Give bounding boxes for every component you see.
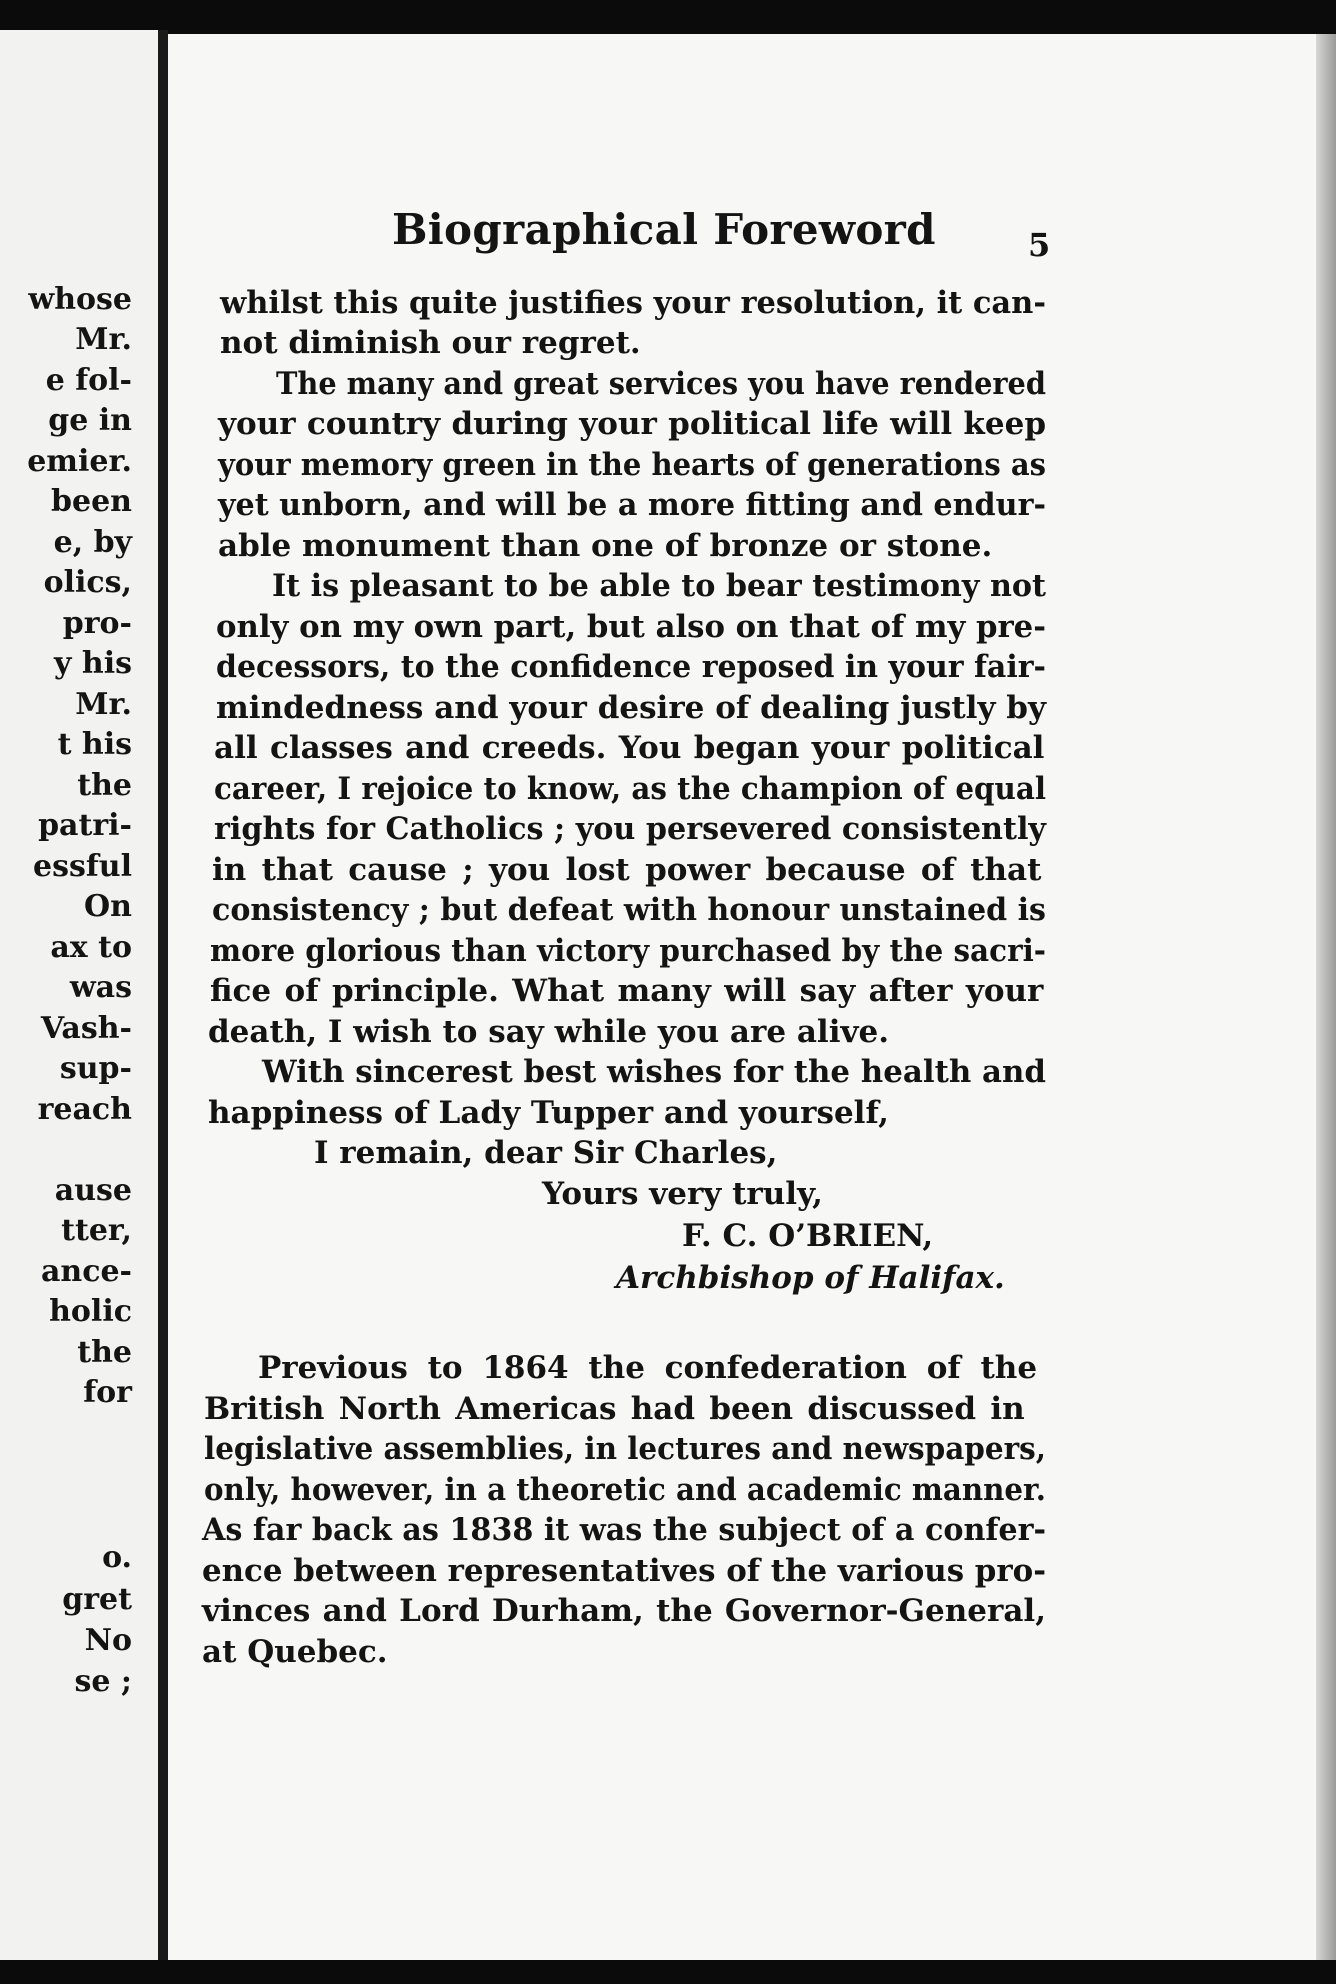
running-head: Biographical Foreword: [392, 205, 936, 254]
facing-line: o.: [102, 1540, 132, 1575]
facing-line: tter,: [61, 1213, 132, 1248]
facing-line: pro-: [62, 606, 132, 641]
facing-line: e, by: [53, 525, 132, 560]
facing-line: ax to: [50, 930, 132, 965]
facing-line: Mr.: [75, 322, 132, 357]
facing-line: y his: [54, 646, 132, 681]
letter-line: yet unborn, and will be a more fitting and endur-: [218, 487, 1046, 523]
facing-line: ance-: [40, 1254, 132, 1289]
letter-line: career, I rejoice to know, as the champion of equal: [214, 771, 1046, 807]
facing-line: No: [84, 1623, 132, 1658]
letter-line: death, I wish to say while you are alive.: [208, 1014, 890, 1050]
narrative-line: legislative assemblies, in lectures and newspapers,: [204, 1431, 1046, 1467]
book-gutter: [158, 30, 168, 1962]
letter-line: able monument than one of bronze or stone.: [218, 528, 993, 564]
facing-line: for: [83, 1375, 132, 1410]
narrative-line: As far back as 1838 it was the subject of a confer-: [202, 1512, 1046, 1548]
facing-line: the: [77, 768, 132, 803]
letter-line: The many and great services you have rendered: [276, 366, 1046, 402]
facing-line: emier.: [27, 444, 132, 479]
page-number: 5: [1028, 226, 1051, 264]
letter-line: happiness of Lady Tupper and yourself,: [208, 1095, 889, 1131]
facing-line: reach: [37, 1092, 132, 1127]
facing-line: Mr.: [75, 687, 132, 722]
facing-line: holic: [49, 1294, 132, 1329]
facing-line: Vash-: [40, 1011, 132, 1046]
letter-line: consistency ; but defeat with honour unstained is: [212, 892, 1046, 928]
letter-valediction: Yours very truly,: [542, 1176, 823, 1212]
facing-line: ge in: [48, 403, 132, 438]
facing-line: se ;: [74, 1664, 132, 1699]
scan-bottom-border: [0, 1960, 1336, 1984]
facing-line: essful: [33, 849, 132, 884]
facing-line: patri-: [38, 808, 132, 843]
facing-line: ause: [54, 1173, 132, 1208]
facing-line: sup-: [59, 1051, 132, 1086]
facing-line: olics,: [43, 565, 132, 600]
facing-line: gret: [62, 1582, 132, 1617]
narrative-line: ence between representatives of the various pro-: [202, 1553, 1046, 1589]
facing-line: the: [77, 1335, 132, 1370]
narrative-line: vinces and Lord Durham, the Governor-General,: [202, 1593, 1046, 1629]
facing-line: was: [69, 970, 132, 1005]
letter-line: whilst this quite justifies your resolution, it can-: [220, 285, 1046, 321]
letter-line: more glorious than victory purchased by the sacri-: [210, 933, 1046, 969]
letter-line: your memory green in the hearts of generations as: [218, 447, 1046, 483]
facing-line: whose: [28, 282, 132, 317]
facing-line: e fol-: [45, 363, 132, 398]
signature-title: Archbishop of Halifax.: [616, 1260, 1005, 1296]
letter-line: decessors, to the confidence reposed in your fair-: [216, 649, 1046, 685]
letter-line: in that cause ; you lost power because of that: [212, 852, 1042, 888]
facing-line: been: [51, 484, 132, 519]
letter-line: not diminish our regret.: [220, 325, 641, 361]
letter-line: rights for Catholics ; you persevered consistently: [214, 811, 1046, 847]
letter-line: fice of principle. What many will say after your: [210, 973, 1044, 1009]
letter-line: all classes and creeds. You began your political: [214, 730, 1045, 766]
narrative-line: at Quebec.: [202, 1634, 388, 1670]
facing-page-fragment: [0, 30, 158, 1962]
narrative-line: only, however, in a theoretic and academic manner.: [204, 1472, 1046, 1508]
scan-top-border: [0, 0, 1336, 34]
letter-closing: I remain, dear Sir Charles,: [314, 1135, 778, 1171]
narrative-line: British North Americas had been discussed in: [204, 1391, 1025, 1427]
letter-line: mindedness and your desire of dealing justly by: [216, 690, 1046, 726]
letter-line: your country during your political life will keep: [218, 406, 1046, 442]
facing-line: On: [84, 889, 132, 924]
narrative-line: Previous to 1864 the confederation of the: [258, 1350, 1038, 1386]
letter-line: only on my own part, but also on that of my pre-: [216, 609, 1046, 645]
page-edge-shadow: [1316, 34, 1336, 1960]
letter-line: With sincerest best wishes for the health and: [262, 1054, 1046, 1090]
facing-line: t his: [57, 727, 132, 762]
signature-name: F. C. O’BRIEN,: [682, 1218, 934, 1254]
letter-line: It is pleasant to be able to bear testimony not: [272, 568, 1046, 604]
